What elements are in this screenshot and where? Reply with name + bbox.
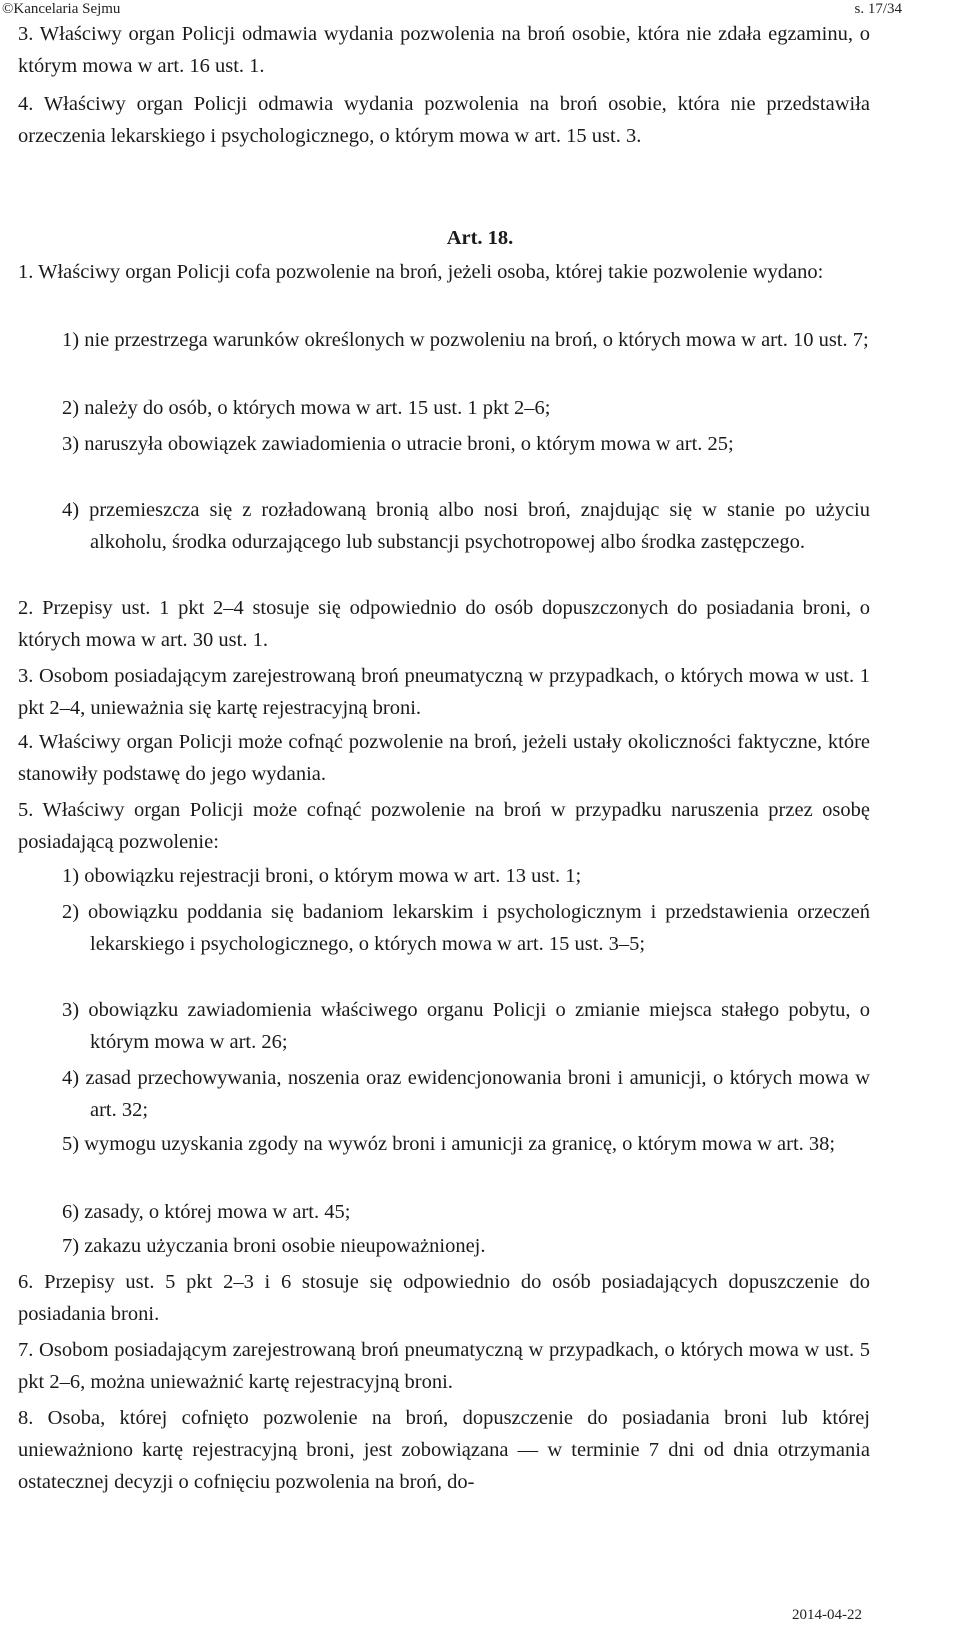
article-title: Art. 18. bbox=[446, 227, 514, 249]
p5-item-7: 7) zakazu użyczania broni osobie nieupoważnionej. bbox=[62, 1235, 486, 1257]
p1-item-2: 2) należy do osób, o których mowa w art. 15 ust. 1 pkt 2–6; bbox=[62, 397, 551, 419]
paragraph-8: 8. Osoba, której cofnięto pozwolenie na broń, dopuszczenie do posiadania broni lub której unieważniono kartę rejestracyjną broni, jest zobowiązana — w terminie 7 dni od dnia otrzymania ostatecznej decyzji o cofnięciu pozwolenia na broń, do- bbox=[18, 1407, 870, 1493]
paragraph-7: 7. Osobom posiadającym zarejestrowaną broń pneumatyczną w przypadkach, o których mowa w ust. 5 pkt 2–6, można unieważnić kartę rejestracyjną broni. bbox=[18, 1339, 870, 1393]
paragraph-4-previous: 4. Właściwy organ Policji odmawia wydania pozwolenia na broń osobie, która nie przedstawiła orzeczenia lekarskiego i psychologicznego, o którym mowa w art. 15 ust. 3. bbox=[18, 93, 870, 147]
p1-item-1: 1) nie przestrzega warunków określonych w pozwoleniu na broń, o których mowa w art. 10 ust. 7; bbox=[62, 329, 869, 351]
paragraph-3-previous: 3. Właściwy organ Policji odmawia wydania pozwolenia na broń osobie, która nie zdała egzaminu, o którym mowa w art. 16 ust. 1. bbox=[18, 23, 870, 77]
header-page-number: s. 17/34 bbox=[854, 1, 902, 17]
footer-date: 2014-04-22 bbox=[792, 1607, 862, 1623]
p5-item-4: 4) zasad przechowywania, noszenia oraz ewidencjonowania broni i amunicji, o których mowa w art. 32; bbox=[62, 1067, 870, 1121]
p5-item-1: 1) obowiązku rejestracji broni, o którym mowa w art. 13 ust. 1; bbox=[62, 865, 582, 887]
p5-item-2: 2) obowiązku poddania się badaniom lekarskim i psychologicznym i przedstawienia orzeczeń lekarskiego i psychologicznego, o których mowa w art. 15 ust. 3–5; bbox=[62, 901, 870, 955]
paragraph-3: 3. Osobom posiadającym zarejestrowaną broń pneumatyczną w przypadkach, o których mowa w ust. 1 pkt 2–4, unieważnia się kartę rejestracyjną broni. bbox=[18, 665, 870, 719]
paragraph-6: 6. Przepisy ust. 5 pkt 2–3 i 6 stosuje się odpowiednio do osób posiadających dopuszczenie do posiadania broni. bbox=[18, 1271, 870, 1325]
paragraph-5: 5. Właściwy organ Policji może cofnąć pozwolenie na broń w przypadku naruszenia przez osobę posiadającą pozwolenie: bbox=[18, 799, 870, 853]
p1-item-3: 3) naruszyła obowiązek zawiadomienia o utracie broni, o którym mowa w art. 25; bbox=[62, 433, 734, 455]
paragraph-4: 4. Właściwy organ Policji może cofnąć pozwolenie na broń, jeżeli ustały okoliczności faktyczne, które stanowiły podstawę do jego wydania. bbox=[18, 731, 870, 785]
p1-item-4: 4) przemieszcza się z rozładowaną bronią albo nosi broń, znajdując się w stanie po użyciu alkoholu, środka odurzającego lub substancji psychotropowej albo środka zastępczego. bbox=[62, 499, 870, 553]
paragraph-1: 1. Właściwy organ Policji cofa pozwolenie na broń, jeżeli osoba, której takie pozwolenie wydano: bbox=[18, 261, 824, 283]
paragraph-2: 2. Przepisy ust. 1 pkt 2–4 stosuje się odpowiednio do osób dopuszczonych do posiadania broni, o których mowa w art. 30 ust. 1. bbox=[18, 597, 870, 651]
header-copyright: ©Kancelaria Sejmu bbox=[2, 1, 121, 17]
p5-item-6: 6) zasady, o której mowa w art. 45; bbox=[62, 1201, 351, 1223]
p5-item-3: 3) obowiązku zawiadomienia właściwego organu Policji o zmianie miejsca stałego pobytu, o którym mowa w art. 26; bbox=[62, 999, 870, 1053]
p5-item-5: 5) wymogu uzyskania zgody na wywóz broni i amunicji za granicę, o którym mowa w art. 38; bbox=[62, 1133, 836, 1155]
